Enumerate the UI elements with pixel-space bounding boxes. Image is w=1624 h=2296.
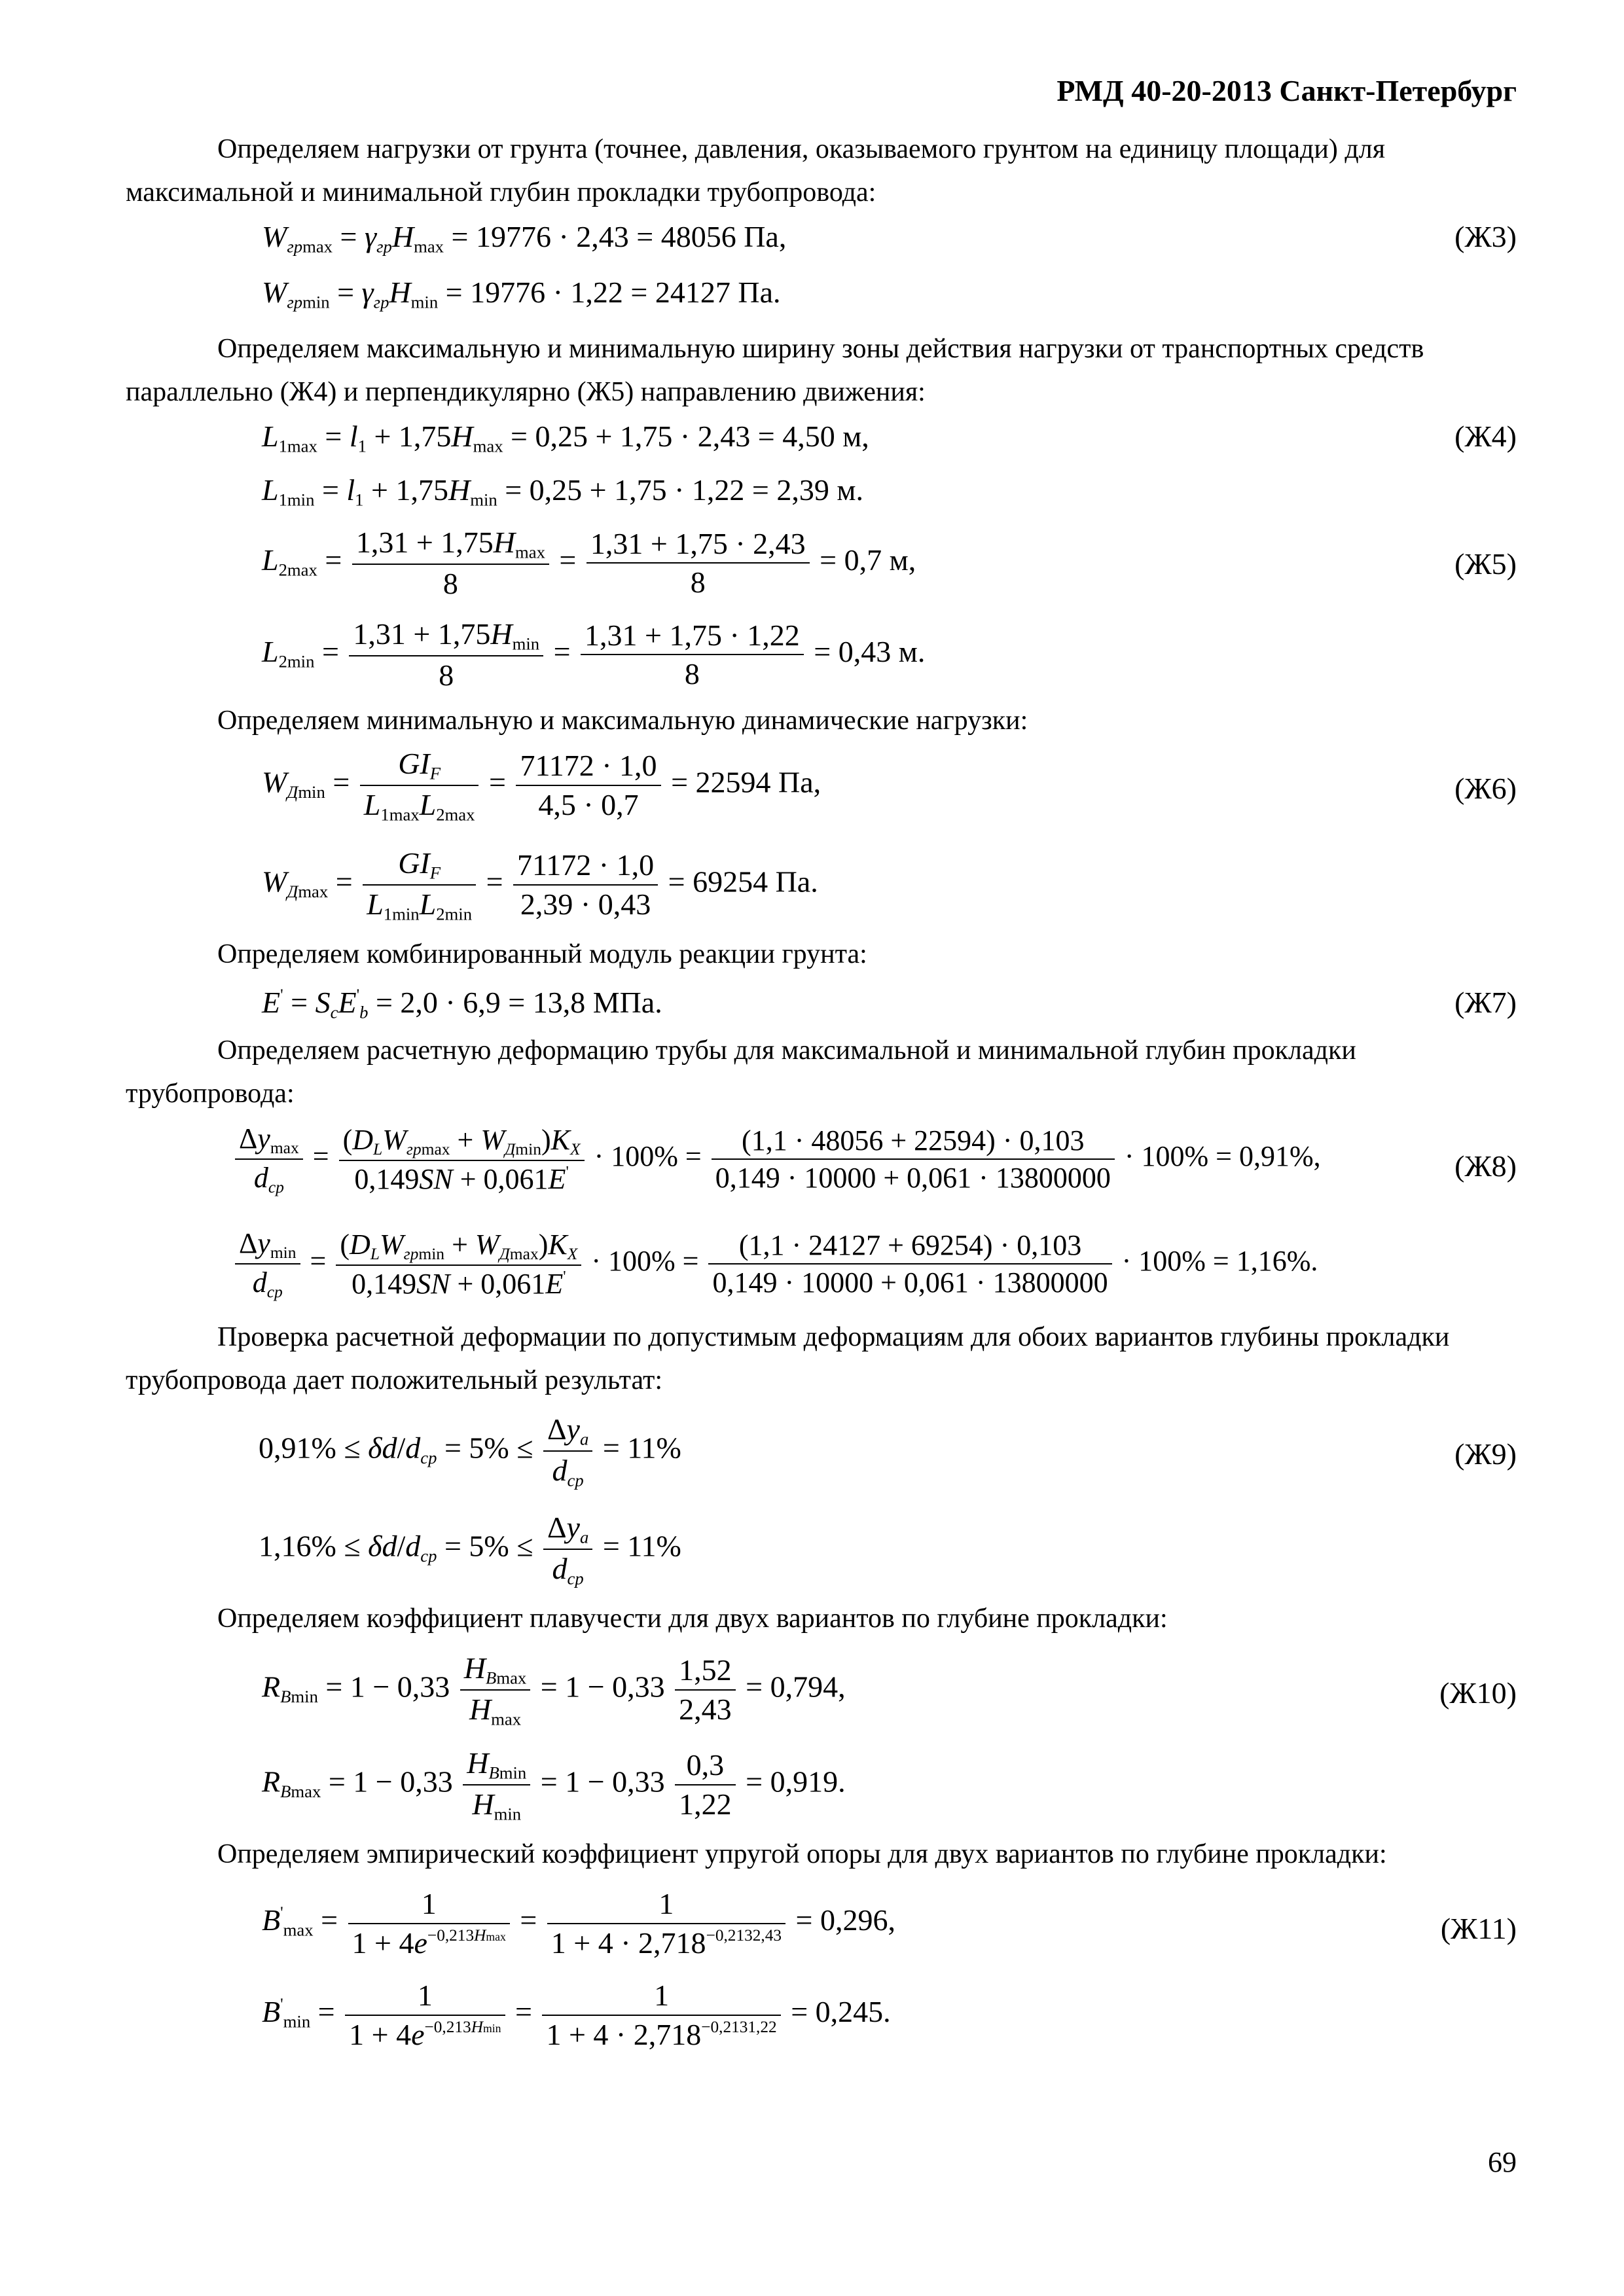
paragraph-deformation-intro: Определяем расчетную деформацию трубы для максимальной и минимальной глубин прокладки трубопровода: <box>126 1035 1356 1109</box>
equation-w-dynamic-max: $W_{Дmax}$ = $\frac{GI_F}{L_{1min}L_{2min}}$ = $\frac{71172 \cdot 1,0}{2,39 \cdot 0,43}$ = 69254 Па. <box>262 844 818 925</box>
equation-l1-min: $L_{1min} = l_1 + 1,75H_{min} = 0,25 + 1,75 \cdot 1,22 = 2,39$ м. <box>262 473 863 510</box>
equation-deformation-min: $\frac{\Delta y_{min}}{d_{ср}}$ = $\frac{(D_LW_{грmin} + W_{Дmax})K_X}{0,149SN + 0,061E'}$ · 100% = $\frac{(1,1 \cdot 24127 + 69254) \cdot 0,103}{0,149 \cdot 10000 + 0,061 \cdot 13800000}$ · 100% = 1,16%. <box>232 1225 1318 1302</box>
equation-number-zh6: (Ж6) <box>1454 772 1517 805</box>
paragraph-load-zone-intro: Определяем максимальную и минимальную ширину зоны действия нагрузки от транспортных средств параллельно (Ж4) и перпендикулярно (Ж5) направлению движения: <box>126 334 1424 407</box>
paragraph-soil-load-intro: Определяем нагрузки от грунта (точнее, давления, оказываемого грунтом на единицу площади) для максимальной и минимальной глубин прокладки трубопровода: <box>126 134 1386 207</box>
equation-l2-min: $L_{2min}$ = $\frac{1,31 + 1,75H_{min}}{8}$ = $\frac{1,31 + 1,75 \cdot 1,22}{8}$ = 0,43 м. <box>262 615 925 694</box>
paragraph-dynamic-load-intro: Определяем минимальную и максимальную динамические нагрузки: <box>217 706 1028 736</box>
equation-number-zh11: (Ж11) <box>1440 1912 1517 1945</box>
document-header: РМД 40-20-2013 Санкт-Петербург <box>1056 74 1517 107</box>
equation-buoyancy-max: $R_{Bmax} = 1 - 0,33$ $\frac{H_{Bmin}}{H_{min}}$ = 1 − 0,33 $\frac{0,3}{1,22}$ = 0,919. <box>262 1744 846 1825</box>
equation-elastic-support-max: $B'_{max}$ = $\frac{1}{1 + 4e^{-0,213Hmax}}$ = $\frac{1}{1 + 4 \cdot 2,718^{-0,2132,43}}$ = 0,296, <box>262 1885 895 1962</box>
equation-number-zh7: (Ж7) <box>1454 986 1517 1019</box>
equation-elastic-support-min: $B'_{min}$ = $\frac{1}{1 + 4e^{-0,213Hmin}}$ = $\frac{1}{1 + 4 \cdot 2,718^{-0,2131,22}}$ = 0,245. <box>262 1977 891 2053</box>
paragraph-deformation-check: Проверка расчетной деформации по допустимым деформациям для обоих вариантов глубины прокладки трубопровода дает положительный результат: <box>126 1322 1450 1395</box>
equation-buoyancy-min: $R_{Bmin} = 1 - 0,33$ $\frac{H_{Bmax}}{H_{max}}$ = 1 − 0,33 $\frac{1,52}{2,43}$ = 0,794, <box>262 1649 846 1731</box>
equation-deformation-max: $\frac{\Delta y_{max}}{d_{ср}}$ = $\frac{(D_LW_{грmax} + W_{Дmin})K_X}{0,149SN + 0,061E'}$ · 100% = $\frac{(1,1 \cdot 48056 + 22594) \cdot 0,103}{0,149 \cdot 10000 + 0,061 \cdot 13800000}$ · 100% = 0,91%, <box>232 1121 1321 1198</box>
paragraph-buoyancy-intro: Определяем коэффициент плавучести для двух вариантов по глубине прокладки: <box>217 1604 1168 1634</box>
equation-w-soil-min: $W_{грmin} = \gamma_{гр}H_{min} = 19776 \cdot 1,22 = 24127$ Па. <box>262 276 781 312</box>
equation-w-soil-max: $W_{грmax} = \gamma_{гр}H_{max} = 19776 \cdot 2,43 = 48056$ Па, <box>262 220 787 257</box>
equation-number-zh8: (Ж8) <box>1454 1149 1517 1183</box>
equation-number-zh5: (Ж5) <box>1454 547 1517 581</box>
equation-w-dynamic-min: $W_{Дmin}$ = $\frac{GI_F}{L_{1max}L_{2max}}$ = $\frac{71172 \cdot 1,0}{4,5 \cdot 0,7}$ = 22594 Па, <box>262 745 821 826</box>
equation-number-zh10: (Ж10) <box>1439 1676 1517 1710</box>
equation-l1-max: $L_{1max} = l_1 + 1,75H_{max} = 0,25 + 1,75 \cdot 2,43 = 4,50$ м, <box>262 420 869 456</box>
equation-combined-modulus: $E' = S_cE'_b = 2,0 \cdot 6,9 = 13,8$ МПа. <box>262 986 662 1022</box>
paragraph-soil-modulus-intro: Определяем комбинированный модуль реакции грунта: <box>217 939 867 969</box>
equation-number-zh9: (Ж9) <box>1454 1437 1517 1471</box>
paragraph-elastic-support-intro: Определяем эмпирический коэффициент упругой опоры для двух вариантов по глубине прокладки: <box>217 1839 1387 1869</box>
equation-number-zh4: (Ж4) <box>1454 420 1517 453</box>
equation-check-min-depth: $1,16\% \le \delta d/d_{ср} = 5\%$ ≤ $\frac{\Delta y_a}{d_{ср}}$ = 11% <box>259 1509 681 1590</box>
equation-check-max-depth: $0,91\% \le \delta d/d_{ср} = 5\%$ ≤ $\frac{\Delta y_a}{d_{ср}}$ = 11% <box>259 1410 681 1492</box>
page-number: 69 <box>1488 2146 1517 2178</box>
equation-number-zh3: (Ж3) <box>1454 220 1517 253</box>
equation-l2-max: $L_{2max}$ = $\frac{1,31 + 1,75H_{max}}{8}$ = $\frac{1,31 + 1,75 \cdot 2,43}{8}$ = 0,7 м, <box>262 524 916 602</box>
